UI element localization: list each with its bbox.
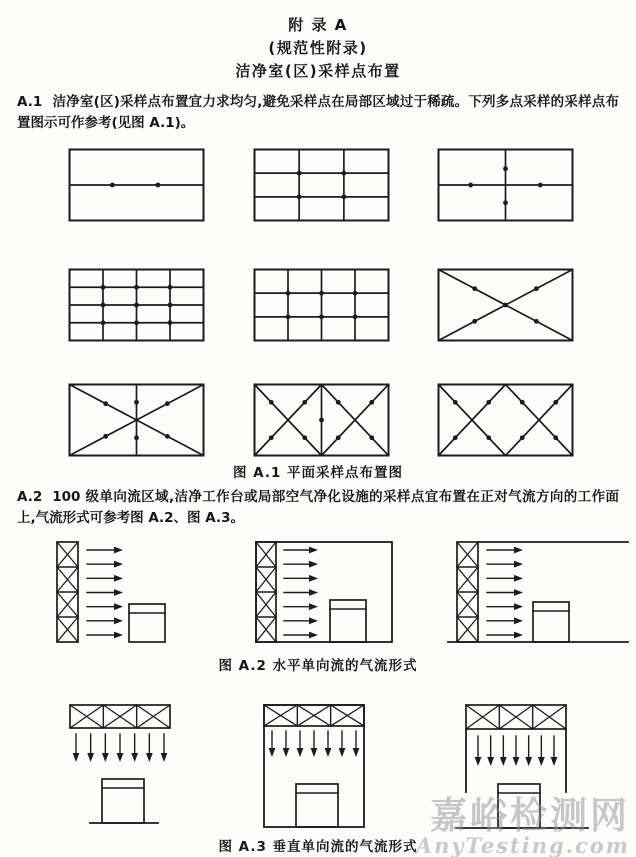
watermark-site-url: AnyTesting.com <box>415 833 630 857</box>
plan-6-points-diagonals-vline <box>68 383 205 457</box>
clause-a2-number: A.2 <box>17 489 43 505</box>
horizontal-flow-tunnel <box>445 538 635 650</box>
clause-a1-text: 洁净室(区)采样点布置宜力求均匀,避免采样点在局部区域过于稀疏。下列多点采样的采样点布置图示可作参考(见图 A.1)。 <box>17 94 619 131</box>
appendix-title: 附 录 A <box>288 16 348 34</box>
plan-4-points-cross <box>437 148 574 222</box>
plan-9-points-double-x-vline <box>253 383 390 457</box>
horizontal-flow-open <box>45 538 195 650</box>
figure-a1-caption: 图 A.1 平面采样点布置图 <box>232 465 404 481</box>
paragraph-a2 <box>17 487 619 529</box>
vertical-flow-enclosed-room <box>258 700 388 835</box>
horizontal-flow-enclosed-room <box>250 538 398 650</box>
clause-a2-text: 100 级单向流区域,洁净工作台或局部空气净化设施的采样点宜布置在正对气流方向的工作面上,气流形式可参考图 A.2、图 A.3。 <box>17 489 619 526</box>
plan-4-points-3x3-grid <box>253 148 390 222</box>
clause-a1-number: A.1 <box>17 94 43 110</box>
plan-6-points-4x3-grid <box>253 268 390 342</box>
plan-5-points-diagonals <box>437 268 574 342</box>
vertical-flow-curtain <box>448 700 598 835</box>
paragraph-a1 <box>17 92 619 134</box>
watermark-site-name: 嘉峪检测网 <box>430 794 630 837</box>
appendix-header <box>0 14 636 83</box>
vertical-flow-open <box>58 700 208 835</box>
plan-9-points-4x4-grid <box>68 268 205 342</box>
appendix-heading: 洁净室(区)采样点布置 <box>235 62 401 80</box>
figure-a3-caption: 图 A.3 垂直单向流的气流形式 <box>218 839 418 855</box>
appendix-subtitle: (规范性附录) <box>268 39 368 57</box>
plan-2-points-midline <box>68 148 205 222</box>
figure-a2-caption: 图 A.2 水平单向流的气流形式 <box>218 658 418 674</box>
plan-8-points-double-x <box>437 383 574 457</box>
